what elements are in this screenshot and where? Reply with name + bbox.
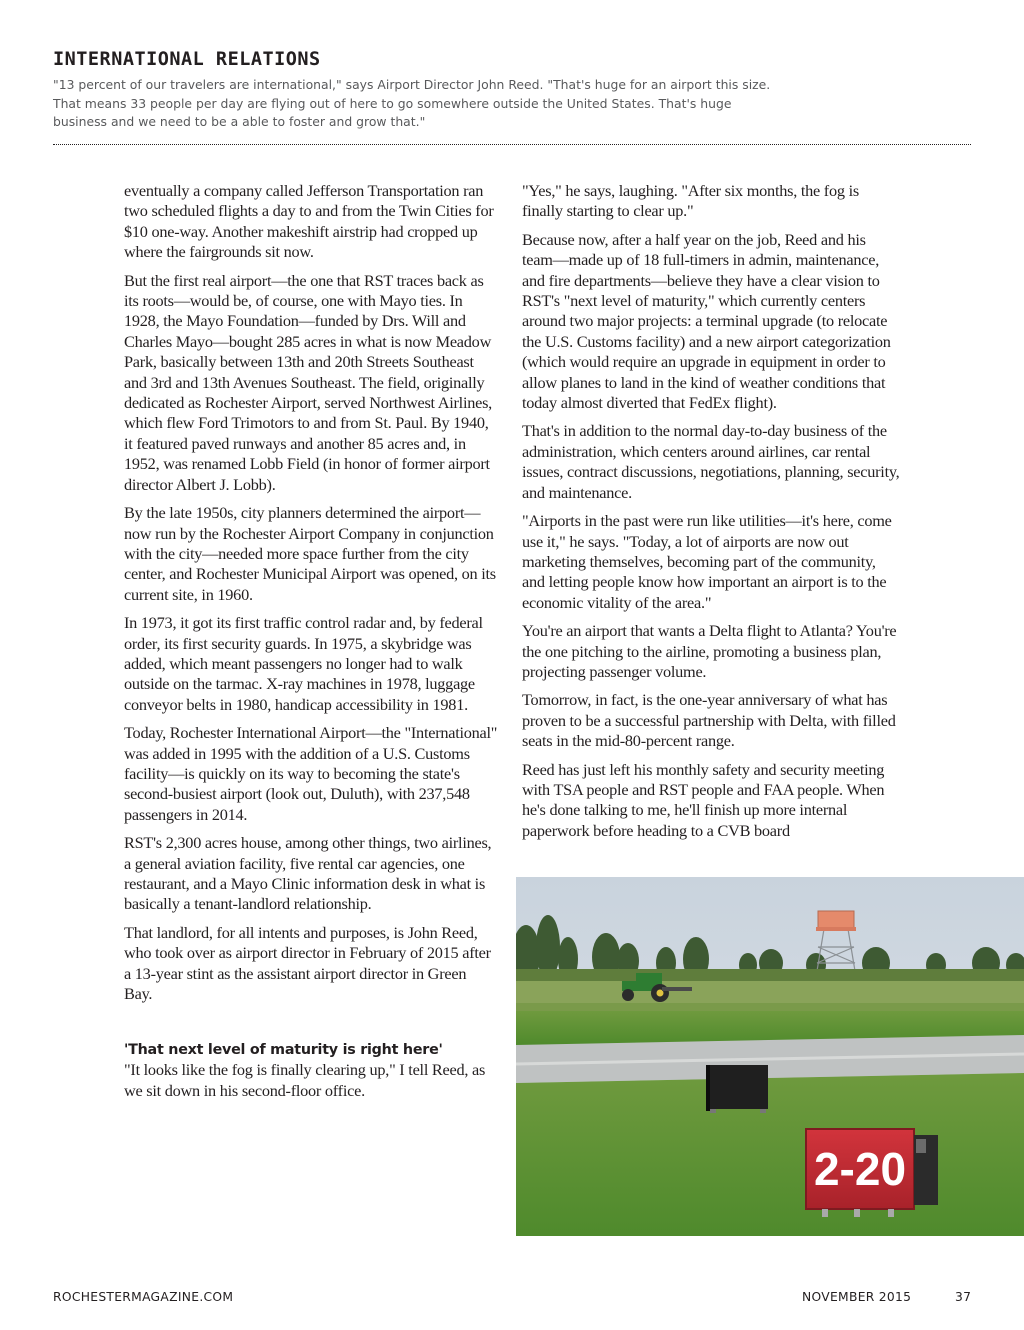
footer-issue: NOVEMBER 2015 — [802, 1290, 912, 1304]
paragraph: In 1973, it got its first traffic control radar and, by federal order, its first security guards. In 1975, a skybridge was added, which meant passengers no longer had to walk outside on the tarmac. X-ray machines in 1978, luggage conveyor belts in 1980, handicap accessibility in 1981. — [124, 613, 483, 714]
paragraph: "Yes," he says, laughing. "After six months, the fog is finally starting to clear up." — [522, 181, 859, 221]
runway-sign-icon — [806, 1129, 938, 1217]
page-number: 37 — [955, 1290, 972, 1304]
black-sign — [706, 1065, 768, 1113]
paragraph: That landlord, for all intents and purposes, is John Reed, who took over as airport director in February of 2015 after a 13-year stint as the assistant airport director in Green Bay. — [124, 922, 491, 1004]
paragraph: "It looks like the fog is finally clearing up," I tell Reed, as we sit down in his second-floor office. — [124, 1060, 486, 1100]
page-header — [53, 48, 973, 132]
right-column — [522, 181, 900, 849]
section-title: INTERNATIONAL RELATIONS — [53, 49, 321, 70]
paragraph: Today, Rochester International Airport—the "International" was added in 1995 with the addition of a U.S. Customs facility—is quickly on its way to becoming the state's second-busiest airport (look out, Duluth), with 237,548 passengers in 2014. — [124, 723, 498, 824]
dotted-divider — [53, 144, 971, 145]
footer-website: ROCHESTERMAGAZINE.COM — [53, 1290, 234, 1304]
paragraph: RST's 2,300 acres house, among other things, two airlines, a general aviation facility, five rental car agencies, one restaurant, and a Mayo Clinic information desk in what is basically a tenant-landlord relationship. — [124, 833, 492, 914]
paragraph: Tomorrow, in fact, is the one-year anniversary of what has proven to be a successful partnership with Delta, with filled seats in the mid-80-percent range. — [522, 690, 896, 751]
paragraph: eventually a company called Jefferson Transportation ran two scheduled flights a day to and from the Twin Cities for $10 one-way. Another makeshift airstrip had cropped up where the fairgrounds sit now. — [124, 181, 494, 262]
airfield-photo — [516, 877, 1024, 1236]
subhead: 'That next level of maturity is right here' — [124, 1042, 443, 1059]
pull-quote: "13 percent of our travelers are international," says Airport Director John Reed. "That's huge for an airport this size. That means 33 people per day are flying out of here to go somewhere outside the United States. That's huge business and we need to be a able to foster and grow that." — [53, 77, 771, 129]
paragraph: Because now, after a half year on the job, Reed and his team—made up of 18 full-timers in admin, maintenance, and fire departments—believe they have a clear vision to RST's "next level of maturity," which currently centers around two major projects: a terminal upgrade (to relocate the U.S. Customs facility) and a new airport categorization (which would require an upgrade in equipment in order to allow planes to land in the kind of weather conditions that today almost diverted that FedEx flight). — [522, 229, 891, 413]
paragraph: Reed has just left his monthly safety and security meeting with TSA people and RST people and FAA people. When he's done talking to me, he'll finish up more internal paperwork before heading to a CVB board — [522, 759, 885, 840]
runway-sign-text: 2-20 — [813, 1143, 907, 1195]
paragraph: But the first real airport—the one that RST traces back as its roots—would be, of course, one with Mayo ties. In 1928, the Mayo Foundation—funded by Drs. Will and Charles Mayo—bought 285 acres in what is now Meadow Park, basically between 13th and 20th Streets Southeast and 3rd and 13th Avenues Southeast. The field, originally dedicated as Rochester Airport, served Northwest Airlines, which flew Ford Trimotors to and from St. Paul. By 1940, it featured paved runways and another 85 acres and, in 1952, was renamed Lobb Field (in honor of former airport director Albert J. Lobb). — [124, 270, 493, 494]
left-column — [124, 181, 498, 1109]
paragraph: By the late 1950s, city planners determined the airport—now run by the Rochester Airport Company in conjunction with the city—needed more space further from the city center, and Rochester Municipal Airport was opened, on its current site, in 1960. — [124, 503, 496, 604]
paragraph: "Airports in the past were run like utilities—it's here, come use it," he says. "Today, a lot of airports are now out marketing themselves, becoming part of the community, and letting people know how important an airport is to the economic vitality of the area." — [522, 511, 892, 612]
paragraph: You're an airport that wants a Delta flight to Atlanta? You're the one pitching to the airline, promoting a business plan, projecting passenger volume. — [522, 621, 897, 681]
paragraph: That's in addition to the normal day-to-day business of the administration, which centers around airlines, car rental issues, contract discussions, negotiations, planning, security, and maintenance. — [522, 421, 900, 502]
